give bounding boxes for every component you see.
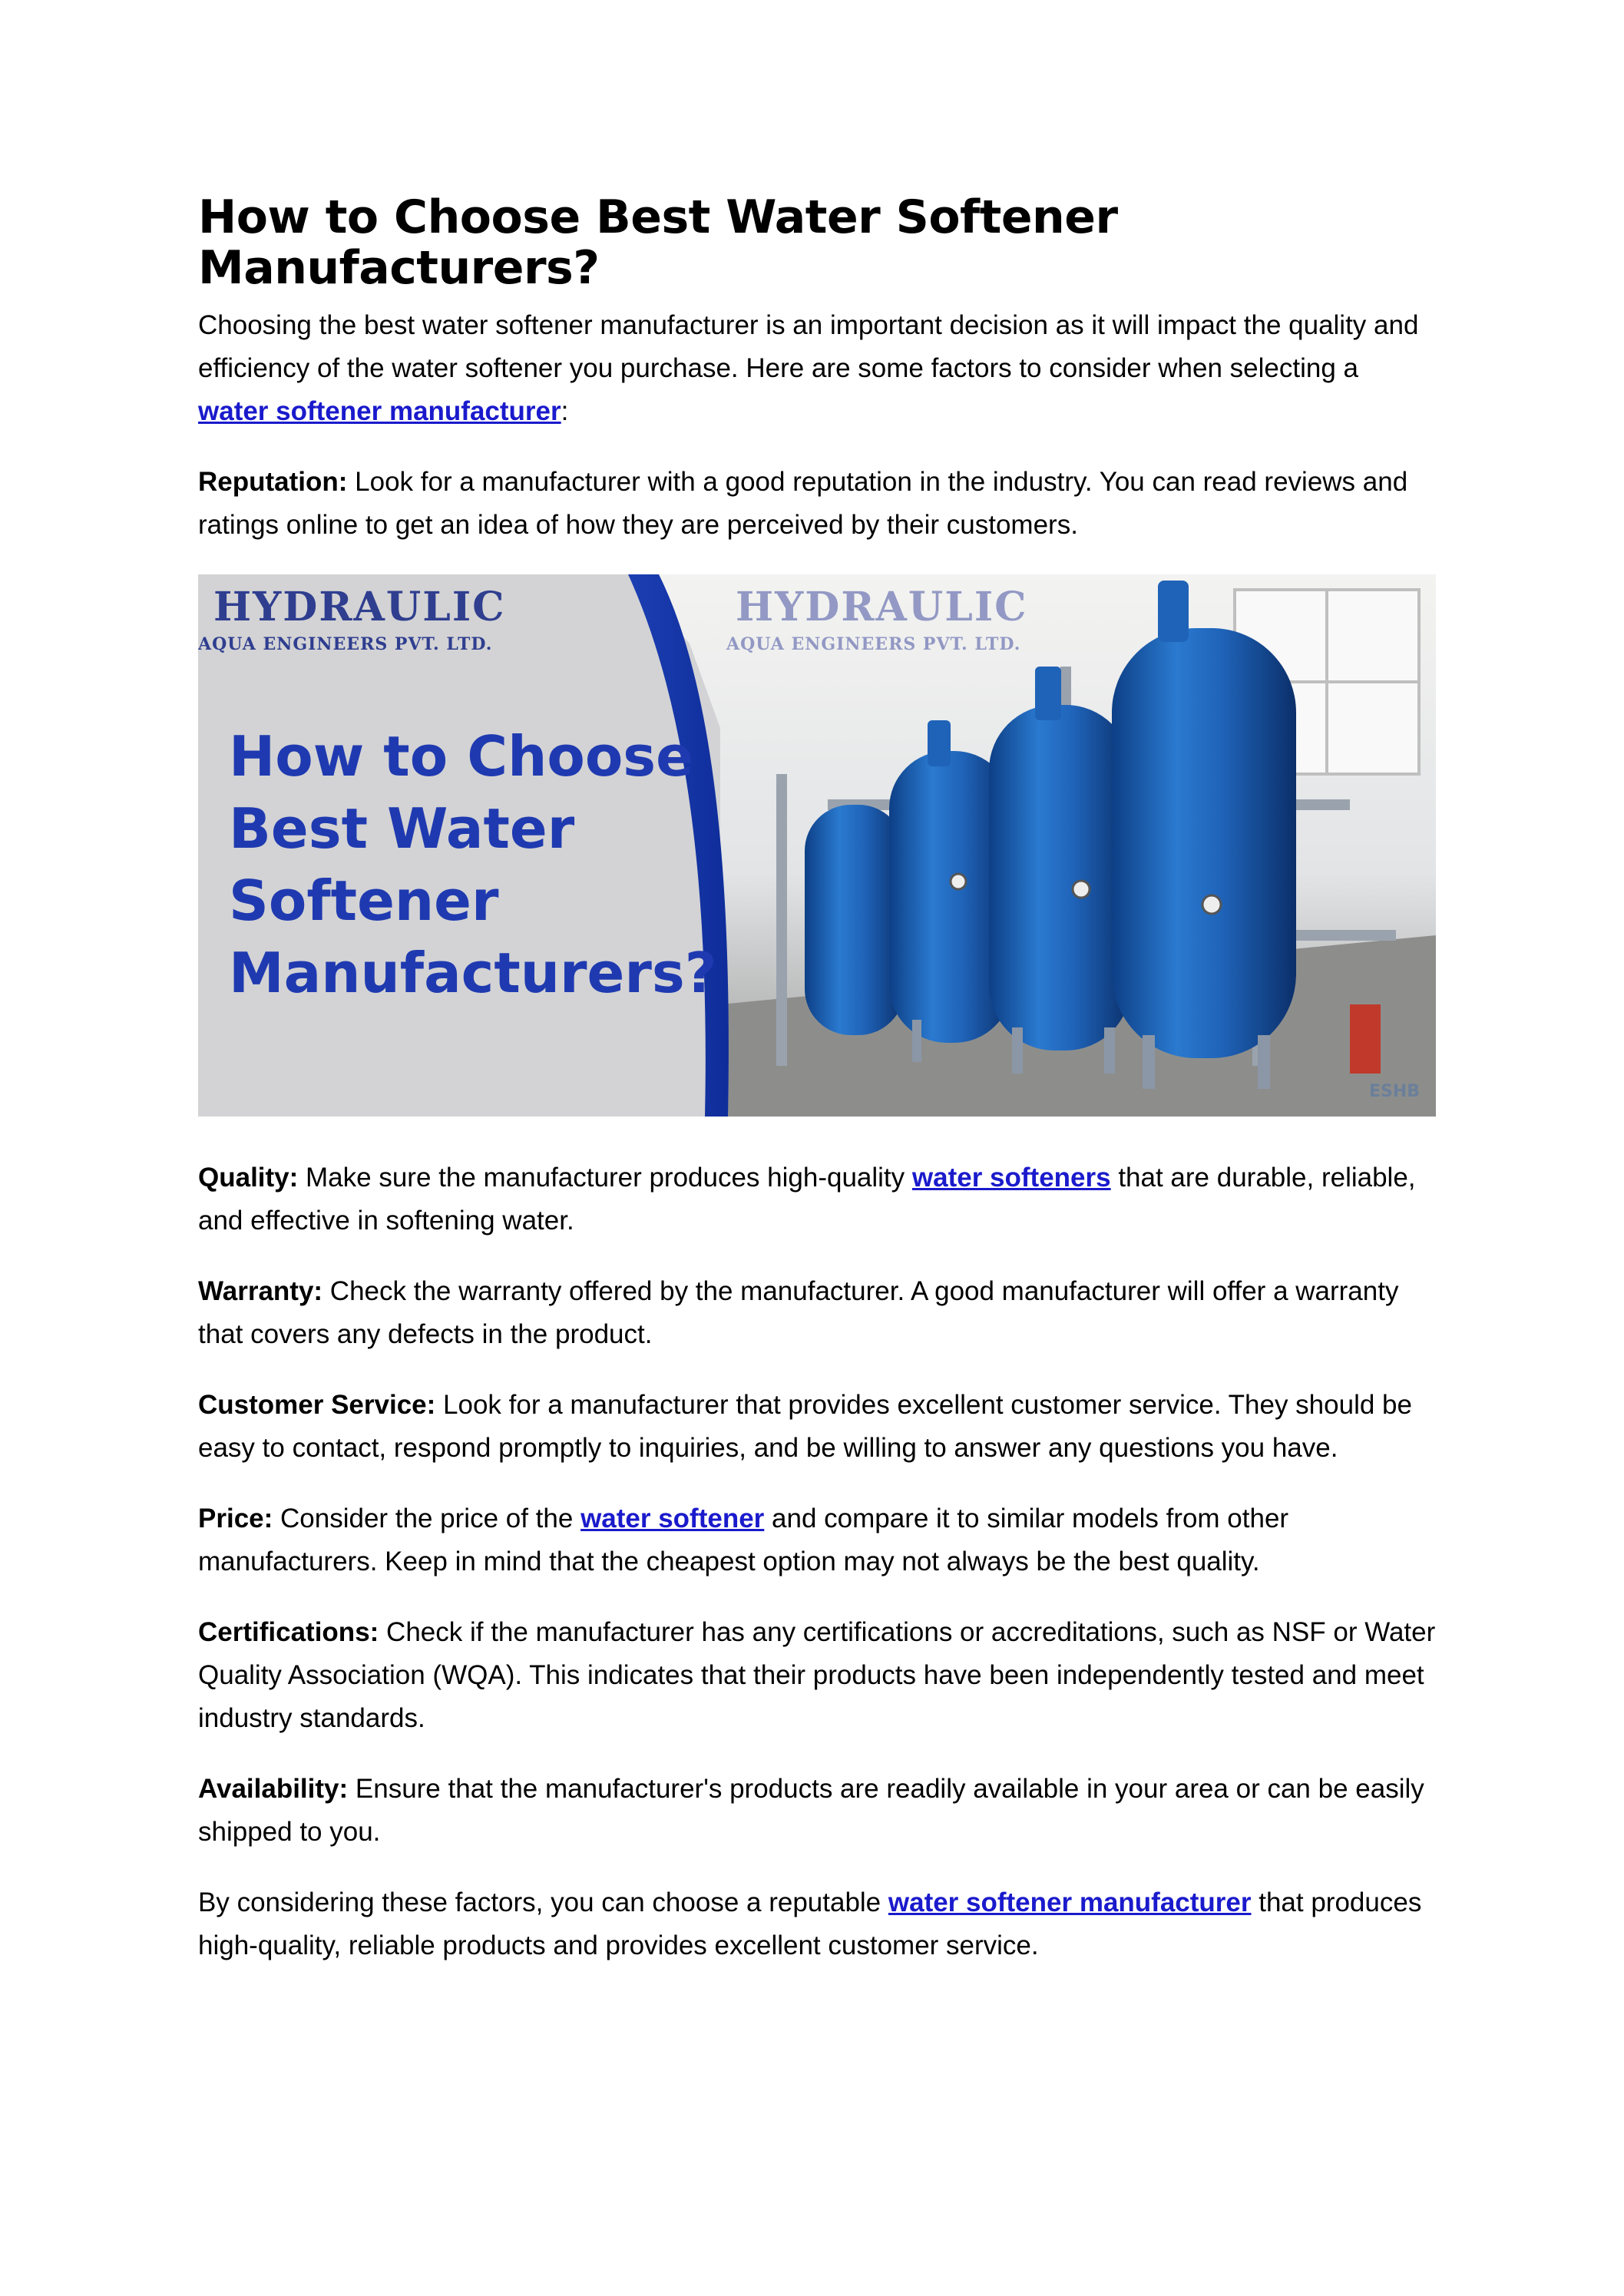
certifications-paragraph <box>198 1611 1436 1740</box>
water-softener-link[interactable]: water softener <box>580 1504 765 1533</box>
intro-text-end: : <box>561 396 569 426</box>
reputation-paragraph <box>198 461 1436 547</box>
banner-headline-line: Softener <box>229 868 499 933</box>
warranty-text: Check the warranty offered by the manufacturer. A good manufacturer will offer a warranty that covers any defects in the product. <box>198 1276 1399 1349</box>
banner-headline-line: Manufacturers? <box>229 941 717 1005</box>
price-paragraph <box>198 1497 1436 1583</box>
quality-label: Quality: <box>198 1163 299 1193</box>
conclusion-text-end: that produces high-quality, reliable products and provides excellent customer service. <box>198 1887 1422 1960</box>
svg-text:ESHB: ESHB <box>1369 1082 1421 1101</box>
water-softeners-link[interactable]: water softeners <box>911 1163 1111 1193</box>
price-text: Consider the price of the <box>273 1504 581 1533</box>
reputation-label: Reputation: <box>198 467 348 497</box>
document-page <box>198 192 1436 1995</box>
reputation-text: Look for a manufacturer with a good reputation in the industry. You can read reviews and ratings online to get an idea of how they are perceived by their customers. <box>198 467 1408 540</box>
intro-paragraph <box>198 304 1436 433</box>
water-softener-manufacturer-link-2[interactable]: water softener manufacturer <box>888 1887 1252 1917</box>
conclusion-paragraph <box>198 1881 1436 1967</box>
warranty-label: Warranty: <box>198 1276 323 1306</box>
banner-logo-subtitle-watermark: AQUA ENGINEERS PVT. LTD. <box>726 634 1021 654</box>
banner-headline-line: How to Choose <box>229 724 693 789</box>
price-label: Price: <box>198 1504 273 1533</box>
customer-service-label: Customer Service: <box>198 1390 436 1420</box>
quality-text-end: that are durable, reliable, and effective in softening water. <box>198 1163 1416 1236</box>
availability-text: Ensure that the manufacturer's products are readily available in your area or can be easily shipped to you. <box>198 1774 1424 1847</box>
certifications-text: Check if the manufacturer has any certifications or accreditations, such as NSF or Water Quality Association (WQA). This indicates that their products have been independently tested and meet industry standards. <box>198 1617 1436 1733</box>
customer-service-paragraph <box>198 1384 1436 1470</box>
banner-logo: HYDRAULIC <box>213 584 506 630</box>
banner-headline-line: Best Water <box>229 796 575 861</box>
conclusion-text: By considering these factors, you can choose a reputable <box>198 1887 888 1917</box>
banner-logo-subtitle: AQUA ENGINEERS PVT. LTD. <box>198 634 493 654</box>
warranty-paragraph <box>198 1270 1436 1356</box>
price-text-end: and compare it to similar models from other manufacturers. Keep in mind that the cheapest option may not always be the best quality. <box>198 1504 1289 1576</box>
quality-text: Make sure the manufacturer produces high-quality <box>298 1163 912 1193</box>
water-softener-manufacturer-link[interactable]: water softener manufacturer <box>198 396 561 426</box>
banner-logo-watermark: HYDRAULIC <box>736 584 1028 630</box>
banner-image <box>198 574 1436 1117</box>
availability-paragraph <box>198 1768 1436 1854</box>
page-title: How to Choose Best Water Softener Manufacturers? <box>198 190 1118 295</box>
certifications-label: Certifications: <box>198 1617 379 1647</box>
banner-headline <box>229 720 716 1009</box>
customer-service-text: Look for a manufacturer that provides excellent customer service. They should be easy to contact, respond promptly to inquiries, and be willing to answer any questions you have. <box>198 1390 1412 1463</box>
quality-paragraph <box>198 1156 1436 1242</box>
intro-text: Choosing the best water softener manufacturer is an important decision as it will impact the quality and efficiency of the water softener you purchase. Here are some factors to consider when selecting a <box>198 310 1419 383</box>
availability-label: Availability: <box>198 1774 349 1804</box>
